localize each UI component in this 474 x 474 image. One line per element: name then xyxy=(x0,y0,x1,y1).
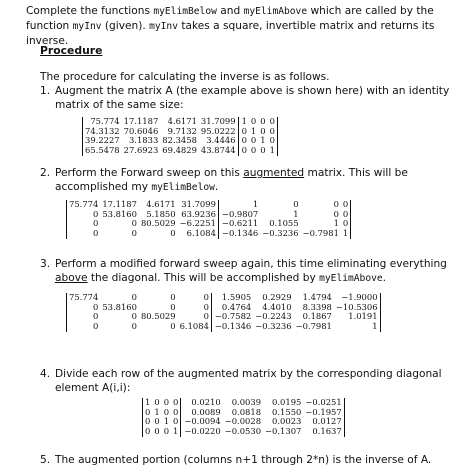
matrix-cell: 0 xyxy=(163,406,170,417)
step-2-end: . xyxy=(214,181,219,193)
matrix-cell: 1 xyxy=(173,426,179,437)
matrix-cell: 0.4764 xyxy=(211,303,253,313)
step-3-underlined: above xyxy=(55,272,88,284)
matrix-cell: 1 xyxy=(250,125,257,136)
matrix-cell: 0 xyxy=(238,136,249,146)
matrix-cell: 0 xyxy=(145,406,151,417)
matrix-cell: 1 xyxy=(260,135,266,146)
matrix-cell: 5.1850 xyxy=(146,208,176,219)
matrix-cell: 0 xyxy=(269,135,275,146)
matrix-cell: 53.8160 xyxy=(102,301,137,312)
matrix-cell: 0 xyxy=(342,199,349,209)
matrix-cell: 80.5029 xyxy=(140,218,176,229)
matrix-cell: 0 xyxy=(131,228,137,239)
intro-fn-elim-above: myElimAbove xyxy=(243,6,308,17)
step-3-number: 3. xyxy=(40,258,51,270)
step-5-line1: The augmented portion (columns n+1 through 2*n) is the inverse of A. xyxy=(55,454,432,466)
matrix-cell: 0.1055 xyxy=(269,218,299,229)
matrix-cell: 0 xyxy=(170,301,176,312)
step-3-line1: Perform a modified forward sweep again, this time eliminating everything xyxy=(55,258,447,270)
step-2-fn: myElimBelow xyxy=(151,182,215,193)
intro-paragraph xyxy=(26,4,472,48)
matrix-cell: 53.8160 xyxy=(102,208,137,219)
matrix-cell: 0 xyxy=(250,145,257,156)
matrix-row xyxy=(67,229,350,239)
matrix-cell: 6.1084 xyxy=(186,228,216,239)
intro-fn-myinv-2: myInv xyxy=(149,21,178,32)
step-5 xyxy=(40,453,431,467)
matrix-cell: 0 xyxy=(342,218,349,229)
matrix-cell: 0.0818 xyxy=(231,406,262,417)
step-2-line2: accomplished my xyxy=(55,181,152,193)
matrix-cell: 1 xyxy=(218,200,260,210)
step-5-number: 5. xyxy=(40,454,51,466)
matrix-cell: 0 xyxy=(333,199,339,209)
step-2-line1b: matrix. This will be xyxy=(304,167,408,179)
step-2-line1a: Perform the Forward sweep on this xyxy=(55,167,244,179)
matrix-cell: 39.2227 xyxy=(85,135,120,146)
matrix-cell: 0 xyxy=(342,208,349,219)
step-1-line2: matrix of the same size: xyxy=(55,99,184,111)
matrix-cell: 0 xyxy=(173,397,179,407)
matrix-cell: 95.0222 xyxy=(200,125,236,136)
matrix-cell: 0 xyxy=(170,292,176,302)
matrix-cell: 0 xyxy=(238,127,249,137)
matrix-cell: 8.3398 xyxy=(302,301,332,312)
matrix-cell: −0.3236 xyxy=(262,228,299,239)
matrix-cell: 0 xyxy=(260,145,266,156)
matrix-cell: 0 xyxy=(131,321,137,332)
matrix-cell: 0 xyxy=(154,416,160,427)
intro-fn-elim-below: myElimBelow xyxy=(153,6,217,17)
step-4 xyxy=(40,367,442,395)
step-2-underlined: augmented xyxy=(243,167,305,179)
matrix-cell: −0.1957 xyxy=(305,406,342,417)
matrix-cell: 80.5029 xyxy=(140,311,176,322)
matrix-cell: 1 xyxy=(333,218,339,229)
matrix-cell: 0 xyxy=(250,116,257,126)
matrix-cell: 0 xyxy=(163,426,170,437)
matrix-row xyxy=(83,146,277,156)
step-2-number: 2. xyxy=(40,167,51,179)
matrix-cell: 1 xyxy=(163,416,170,427)
matrix-cell: 0.2929 xyxy=(262,292,292,302)
matrix-cell: 0 xyxy=(260,116,266,126)
matrix-cell: 17.1187 xyxy=(102,199,137,209)
matrix-cell: 3.1833 xyxy=(128,135,159,146)
matrix-cell: −0.7981 xyxy=(295,321,332,332)
matrix-cell: −0.7981 xyxy=(302,228,339,239)
step-4-line1: Divide each row of the augmented matrix by the corresponding diagonal xyxy=(55,368,442,380)
matrix-cell: −10.5306 xyxy=(335,301,378,312)
matrix-cell: 4.6171 xyxy=(167,116,197,126)
matrix-cell: 1 xyxy=(154,406,160,417)
matrix-cell: 4.6171 xyxy=(146,199,176,209)
matrix-cell: 0 xyxy=(269,125,275,136)
matrix-cell: 3.4446 xyxy=(206,135,236,146)
matrix-cell: 6.1084 xyxy=(179,321,209,332)
matrix-cell: −0.7582 xyxy=(211,312,253,322)
matrix-cell: 82.3458 xyxy=(162,135,197,146)
matrix-table xyxy=(67,200,350,239)
matrix-cell: 1.5905 xyxy=(211,293,253,303)
matrix-cell: 1.0191 xyxy=(348,311,378,322)
matrix-cell: 0 xyxy=(173,416,179,427)
intro-suffix: takes a square, invertible matrix and returns its inverse. xyxy=(26,20,435,47)
matrix-cell: −6.2251 xyxy=(179,218,216,229)
procedure-lead: The procedure for calculating the inverse is as follows. xyxy=(40,71,330,83)
matrix-cell: 70.6046 xyxy=(123,125,159,136)
matrix-cell: 0 xyxy=(293,199,299,209)
matrix-cell: −1.9000 xyxy=(341,292,378,302)
step-3-end: . xyxy=(382,272,387,284)
step-3 xyxy=(40,257,447,286)
matrix-cell: 0.0023 xyxy=(272,416,302,427)
matrix-cell: −0.0094 xyxy=(181,417,223,427)
matrix-cell: 74.3132 xyxy=(85,125,120,136)
step-4-number: 4. xyxy=(40,368,51,380)
matrix-cell: 0.0127 xyxy=(312,416,342,427)
matrix-cell: 0 xyxy=(260,125,266,136)
intro-fn-myinv: myInv xyxy=(72,21,102,32)
matrix-cell: 17.1187 xyxy=(123,116,159,126)
matrix-cell: −0.0530 xyxy=(224,426,262,437)
matrix-cell: 63.9236 xyxy=(181,208,216,219)
matrix-cell: −0.6211 xyxy=(218,219,260,229)
matrix-cell: 0.0210 xyxy=(181,398,223,408)
matrix-cell: 75.774 xyxy=(69,292,99,302)
matrix-cell: 0.1637 xyxy=(312,426,342,437)
matrix-cell: 0 xyxy=(238,146,249,156)
matrix-cell: 0 xyxy=(203,301,209,312)
matrix-cell: −0.1346 xyxy=(211,322,253,332)
matrix-cell: −0.3236 xyxy=(255,321,292,332)
matrix-cell: 0 xyxy=(154,397,160,407)
matrix-cell: 43.8744 xyxy=(200,145,236,156)
matrix-backward-sweep xyxy=(66,293,381,332)
matrix-cell: 0 xyxy=(163,397,170,407)
matrix-table xyxy=(67,293,380,332)
step-4-line2: element A(i,i): xyxy=(55,382,131,394)
matrix-forward-sweep xyxy=(66,200,351,239)
intro-prefix: Complete the functions xyxy=(26,5,154,17)
matrix-cell: 0 xyxy=(203,311,209,322)
matrix-row xyxy=(67,322,380,332)
matrix-cell: 0 xyxy=(173,406,179,417)
matrix-cell: −0.9807 xyxy=(218,210,260,220)
matrix-cell: 75.774 xyxy=(69,199,99,209)
step-3-line2a: the diagonal. This will be accomplished by xyxy=(87,272,320,284)
matrix-cell: 0 xyxy=(250,135,257,146)
matrix-cell: −0.0220 xyxy=(181,427,223,437)
matrix-cell: 0 xyxy=(170,321,176,332)
matrix-cell: 4.4010 xyxy=(262,301,292,312)
matrix-cell: 0.0089 xyxy=(181,408,223,418)
matrix-cell: 0 xyxy=(333,208,339,219)
matrix-cell: 0 xyxy=(170,228,176,239)
matrix-cell: 1 xyxy=(238,117,249,127)
step-3-fn: myElimAbove xyxy=(319,273,383,284)
step-2 xyxy=(40,166,408,195)
matrix-cell: 1 xyxy=(342,228,349,239)
matrix-cell: 0 xyxy=(131,292,137,302)
matrix-cell: 0 xyxy=(92,208,99,219)
matrix-cell: −0.0251 xyxy=(305,397,342,407)
matrix-cell: 31.7099 xyxy=(181,199,216,209)
matrix-cell: 1 xyxy=(293,208,299,219)
intro-given: (given). xyxy=(101,20,150,32)
matrix-cell: 0.0195 xyxy=(272,397,302,407)
matrix-cell: 0.0039 xyxy=(231,397,262,407)
matrix-cell: 69.4829 xyxy=(162,145,197,156)
matrix-normalized xyxy=(142,398,345,437)
matrix-cell: −0.1307 xyxy=(265,426,302,437)
matrix-cell: 1 xyxy=(372,321,378,332)
matrix-cell: −0.0028 xyxy=(224,416,262,427)
matrix-cell: 0.1867 xyxy=(302,311,332,322)
matrix-cell: 0 xyxy=(92,311,99,322)
matrix-cell: 9.7132 xyxy=(167,125,197,136)
matrix-cell: 0 xyxy=(145,426,151,437)
matrix-table xyxy=(143,398,344,437)
matrix-cell: 0 xyxy=(131,218,137,229)
procedure-heading: Procedure xyxy=(40,44,103,57)
matrix-cell: 0 xyxy=(145,416,151,427)
matrix-cell: 0 xyxy=(154,426,160,437)
matrix-cell: 0 xyxy=(269,116,275,126)
matrix-cell: 0 xyxy=(203,292,209,302)
matrix-cell: 0 xyxy=(131,311,137,322)
matrix-cell: 75.774 xyxy=(90,116,120,126)
intro-and: and xyxy=(216,5,244,17)
matrix-cell: 27.6923 xyxy=(123,145,159,156)
matrix-cell: −0.2243 xyxy=(255,311,292,322)
intro-mid: which are called by the function xyxy=(26,5,434,32)
matrix-cell: 31.7099 xyxy=(200,116,236,126)
matrix-cell: 1 xyxy=(145,397,151,407)
matrix-cell: 0 xyxy=(92,301,99,312)
matrix-cell: 0 xyxy=(92,218,99,229)
step-1 xyxy=(40,84,449,112)
matrix-cell: 0.1550 xyxy=(272,406,302,417)
step-1-number: 1. xyxy=(40,85,51,97)
matrix-augmented xyxy=(82,117,278,156)
matrix-cell: 0 xyxy=(92,321,99,332)
step-1-line1: Augment the matrix A (the example above is shown here) with an identity xyxy=(55,85,450,97)
matrix-row xyxy=(143,427,344,437)
matrix-cell: −0.1346 xyxy=(218,229,260,239)
matrix-table xyxy=(83,117,277,156)
matrix-cell: 65.5478 xyxy=(85,145,120,156)
matrix-cell: 0 xyxy=(92,228,99,239)
matrix-cell: 1.4794 xyxy=(302,292,332,302)
matrix-cell: 1 xyxy=(269,145,275,156)
